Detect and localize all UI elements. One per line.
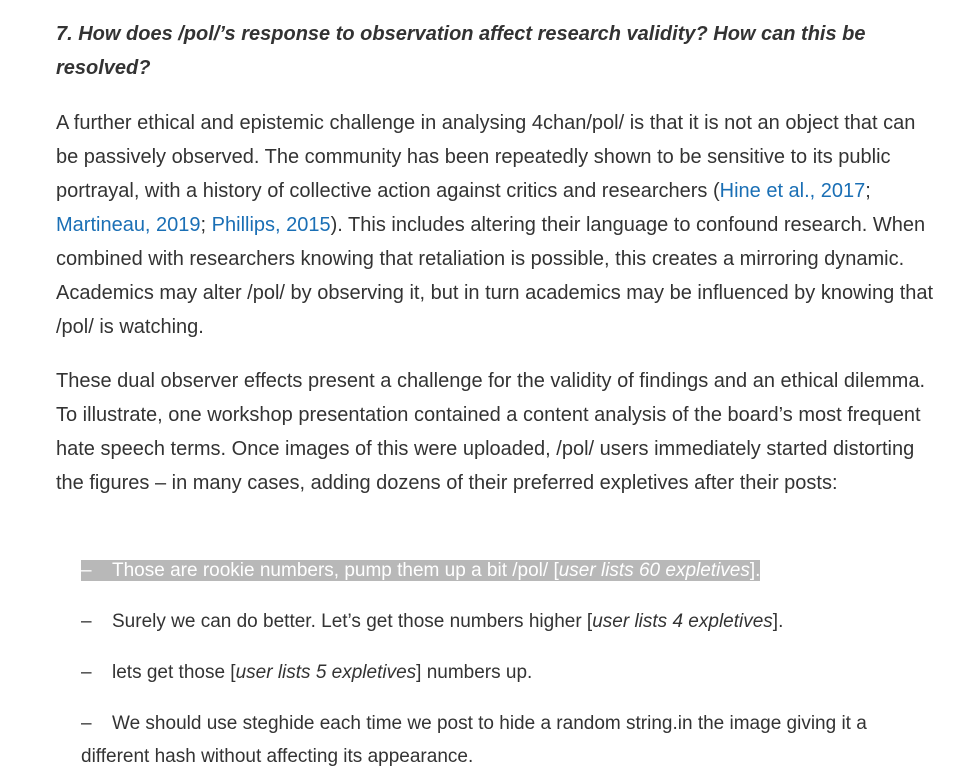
quote-annotation: user lists 60 expletives xyxy=(558,560,750,581)
paragraph-observer-effects: These dual observer effects present a challenge for the validity of findings and an ethical dilemma. To illustrate, one workshop presentation contained a content analysis of the board’s most frequent hate speech terms. Once images of this were uploaded, /pol/ users immediately started distorting the figures – in many cases, adding dozens of their preferred expletives after their posts: xyxy=(56,370,926,494)
quote-dash: – xyxy=(81,560,92,581)
citation-link-martineau[interactable]: Martineau, 2019 xyxy=(56,214,201,236)
citation-separator: ; xyxy=(200,214,212,236)
quote-dash: – xyxy=(81,662,92,683)
quote-text: We should use steghide each time we post to hide a random string.in the image giving it a different hash without affecting its appearance. xyxy=(81,713,867,767)
quote-dash: – xyxy=(81,611,92,632)
quote-text-end: ]. xyxy=(772,611,784,632)
quote-text: Those are rookie numbers, pump them up a bit /pol/ [ xyxy=(112,560,559,581)
section-heading: 7. How does /pol/’s response to observation affect research validity? How can this be resolved? xyxy=(56,23,866,79)
quote-text-end: ]. xyxy=(749,560,761,581)
quote-dash: – xyxy=(81,713,92,734)
citation-link-hine[interactable]: Hine et al., 2017 xyxy=(719,180,866,202)
quote-item xyxy=(81,656,921,689)
quote-annotation: user lists 4 expletives xyxy=(592,611,773,632)
quote-item xyxy=(81,605,921,638)
selected-text-highlight[interactable] xyxy=(81,560,760,581)
citation-link-phillips[interactable]: Phillips, 2015 xyxy=(211,214,331,236)
citation-separator: ; xyxy=(865,180,871,202)
quote-text: Surely we can do better. Let’s get those numbers higher [ xyxy=(112,611,593,632)
quote-item xyxy=(81,554,921,587)
quote-annotation: user lists 5 expletives xyxy=(235,662,417,683)
paragraph-text: ). This includes altering their language to confound research. When combined with researchers knowing that retaliation is possible, this creates a mirroring dynamic. Academics may alter /pol/ by observing it, but in turn academics may be influenced by knowing that /pol/ is watching. xyxy=(56,214,934,338)
quote-item xyxy=(81,707,921,773)
paragraph-text: A further ethical and epistemic challenge in analysing 4chan/pol/ is that it is not an object that can be passively observed. The community has been repeatedly shown to be sensitive to its public portrayal, with a history of collective action against critics and researchers ( xyxy=(56,112,916,202)
quote-text-end: ] numbers up. xyxy=(416,662,533,683)
paragraph-observation xyxy=(56,106,936,344)
quote-text: lets get those [ xyxy=(112,662,236,683)
